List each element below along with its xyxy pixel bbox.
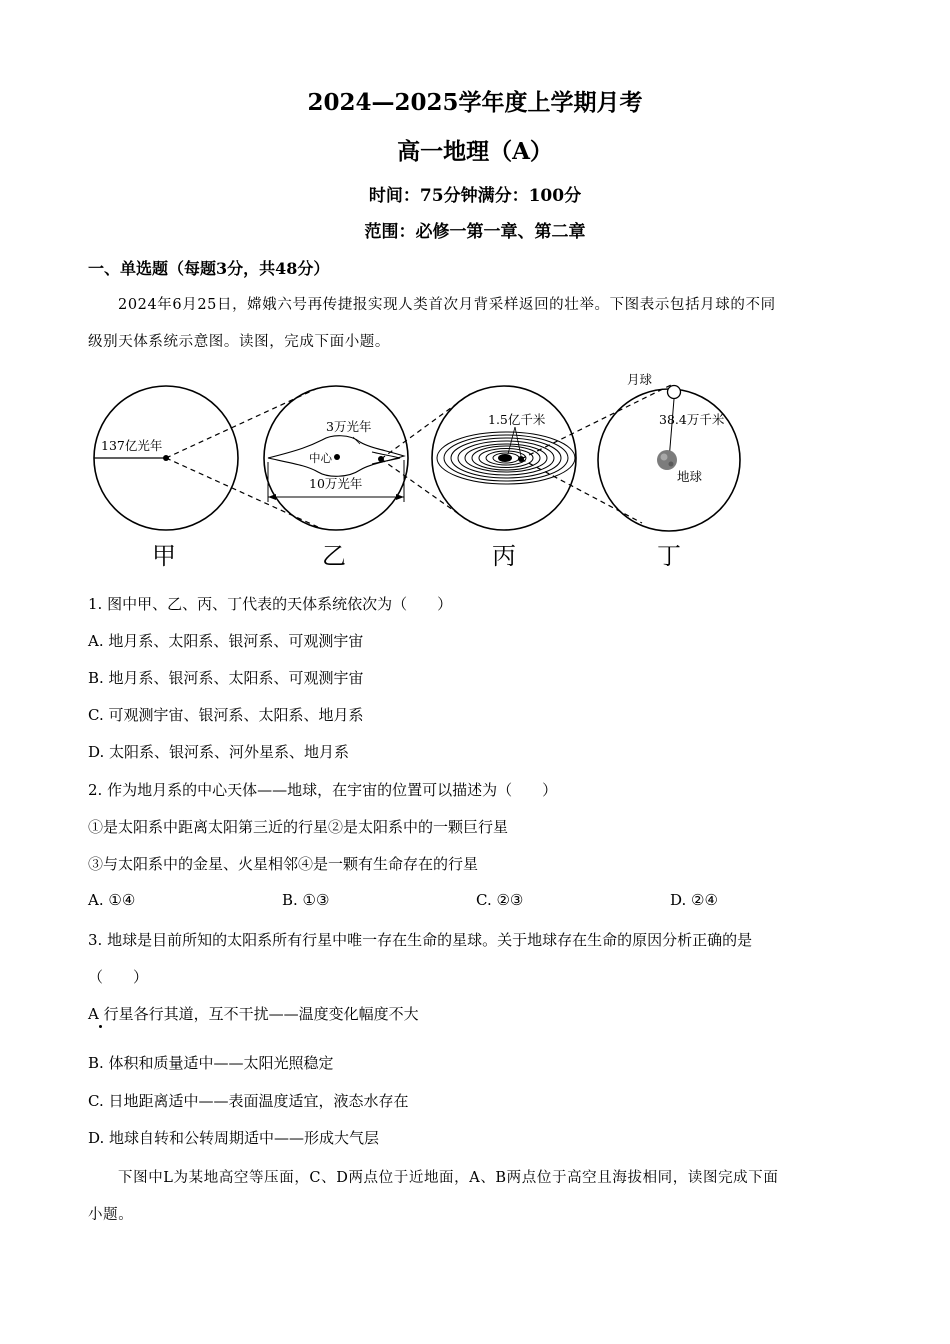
option-dot xyxy=(99,1025,102,1028)
q3-option-d[interactable]: D. 地球自转和公转周期适中——形成大气层 xyxy=(88,1129,380,1147)
moon-icon xyxy=(668,386,681,399)
time-score: 时间：75分钟满分：100分 xyxy=(368,186,582,206)
q3-stem: 3. 地球是目前所知的太阳系所有行星中唯一存在生命的星球。关于地球存在生命的原因分析正确的是 xyxy=(88,931,753,949)
exam-scope: 范围：必修一第一章、第二章 xyxy=(364,222,586,242)
q1-option-c[interactable]: C. 可观测宇宙、银河系、太阳系、地月系 xyxy=(88,706,364,724)
q2-statement-line1: ①是太阳系中距离太阳第三近的行星②是太阳系中的一颗巨行星 xyxy=(88,818,509,836)
label-ding: 丁 xyxy=(657,542,681,570)
q3-option-c[interactable]: C. 日地距离适中——表面温度适宜，液态水存在 xyxy=(88,1092,409,1110)
intro2-line2: 小题。 xyxy=(88,1207,134,1223)
q2-statement-line2: ③与太阳系中的金星、火星相邻④是一颗有生命存在的行星 xyxy=(88,855,479,873)
q2-option-d[interactable]: D. ②④ xyxy=(670,891,718,909)
q3-option-b[interactable]: B. 体积和质量适中——太阳光照稳定 xyxy=(88,1054,334,1072)
q2-option-c[interactable]: C. ②③ xyxy=(476,891,524,909)
q2-stem: 2. 作为地月系的中心天体——地球，在宇宙的位置可以描述为（ ） xyxy=(88,781,558,799)
label-earth: 地球 xyxy=(677,469,703,484)
q1-option-b[interactable]: B. 地月系、银河系、太阳系、可观测宇宙 xyxy=(88,669,364,687)
label-moon: 月球 xyxy=(627,372,653,387)
celestial-systems-figure xyxy=(0,364,950,574)
label-bing: 丙 xyxy=(492,542,516,570)
label-15: 1.5亿千米 xyxy=(488,412,546,427)
q2-option-a[interactable]: A. ①④ xyxy=(88,891,136,909)
q1-stem: 1. 图中甲、乙、丙、丁代表的天体系统依次为（ ） xyxy=(88,595,453,613)
section-heading: 一、单选题（每题3分，共48分） xyxy=(88,259,330,278)
label-jia: 甲 xyxy=(152,542,176,570)
q1-option-d[interactable]: D. 太阳系、银河系、河外星系、地月系 xyxy=(88,743,350,761)
label-137: 137亿光年 xyxy=(101,438,163,453)
exam-subject: 高一地理（A） xyxy=(397,138,553,165)
label-yi: 乙 xyxy=(322,542,346,570)
exam-title: 2024—2025学年度上学期月考 xyxy=(307,89,643,116)
intro2-line1: 下图中L为某地高空等压面，C、D两点位于近地面，A、B两点位于高空且海拔相同，读图完成下面 xyxy=(118,1170,779,1186)
q3-option-a[interactable]: A 行星各行其道，互不干扰——温度变化幅度不大 xyxy=(88,1005,419,1023)
label-384: 38.4万千米 xyxy=(659,412,725,427)
earth-icon xyxy=(657,450,677,470)
label-10w: 10万光年 xyxy=(309,476,363,491)
q3-paren: （ ） xyxy=(88,968,149,986)
q1-option-a[interactable]: A. 地月系、太阳系、银河系、可观测宇宙 xyxy=(88,632,364,650)
label-center: 中心 xyxy=(309,451,332,465)
q2-option-b[interactable]: B. ①③ xyxy=(282,891,330,909)
intro-paragraph-line1: 2024年6月25日，嫦娥六号再传捷报实现人类首次月背采样返回的壮举。下图表示包括月球的不同 xyxy=(118,297,776,313)
intro-paragraph-line2: 级别天体系统示意图。读图，完成下面小题。 xyxy=(88,334,390,350)
label-3w: 3万光年 xyxy=(326,419,372,434)
